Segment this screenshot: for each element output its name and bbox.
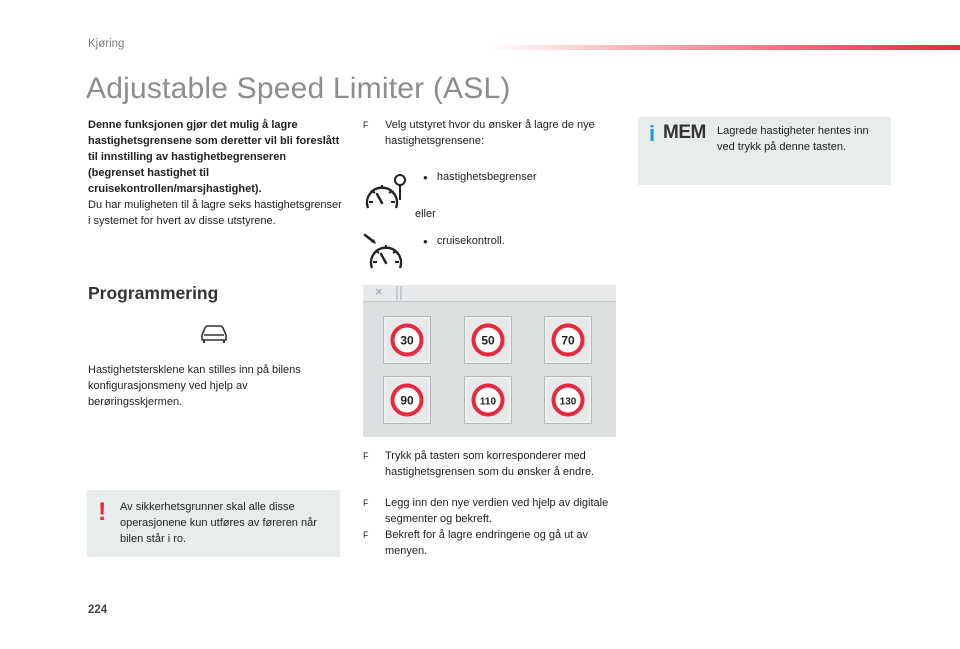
section-label: Kjøring: [88, 38, 125, 50]
step-confirm-text: Bekreft for å lagre endringene og gå ut av menyen.: [385, 529, 589, 557]
step-confirm: [363, 527, 625, 559]
info-icon: i: [649, 121, 656, 146]
speed-limit-sign-icon: [551, 323, 585, 357]
step-select-text: Velg utstyret hvor du ønsker å lagre de nye hastighetsgrensene:: [385, 119, 595, 147]
speed-limit-value: 30: [400, 333, 414, 348]
speed-limit-button[interactable]: [464, 316, 512, 364]
tab-separator: [396, 286, 398, 300]
option-dot: ●: [423, 237, 428, 246]
speed-limit-sign-icon: [471, 323, 505, 357]
cruise-control-icon: [363, 232, 409, 272]
option-limiter-text: hastighetsbegrenser: [436, 171, 537, 183]
speed-limit-value: 70: [561, 333, 575, 348]
intro-normal-text: Du har muligheten til å lagre seks hastighetsgrenser i systemet for hvert av disse utstyrene.: [88, 199, 342, 227]
speed-limit-sign-icon: [471, 383, 505, 417]
page-number: 224: [88, 604, 108, 616]
info-text: Lagrede hastigheter hentes inn ved trykk på denne tasten.: [717, 125, 869, 153]
close-icon[interactable]: ×: [375, 284, 383, 299]
bullet-mark: F: [363, 498, 369, 508]
bullet-mark: F: [363, 451, 369, 461]
info-box: [638, 117, 891, 185]
option-limiter: [423, 169, 537, 186]
bullet-mark: F: [363, 530, 369, 540]
tab-separator: [400, 286, 402, 300]
speed-limit-sign-icon: [390, 323, 424, 357]
page-title: Adjustable Speed Limiter (ASL): [86, 72, 511, 105]
speed-limit-button[interactable]: [383, 316, 431, 364]
programming-heading: Programmering: [88, 283, 219, 303]
speed-limit-value: 50: [481, 333, 495, 348]
mem-button-label: MEM: [663, 122, 706, 143]
intro-bold-text: Denne funksjonen gjør det mulig å lagre hastighetsgrensene som deretter vil bli foreslått til innstilling av hastighetbegrenseren (begrenset hastighet til cruisekontrollen/marsjhastighet).: [88, 119, 340, 195]
option-dot: ●: [423, 173, 428, 182]
touchscreen-illustration: [363, 285, 616, 437]
programming-text: Hastighetstersklene kan stilles inn på bilens konfigurasjonsmeny ved hjelp av berøringsskjermen.: [88, 364, 301, 408]
speed-limiter-icon: [363, 172, 409, 216]
speed-limit-sign-icon: [551, 383, 585, 417]
speed-limit-value: 110: [479, 396, 497, 408]
speed-limit-value: 90: [400, 393, 414, 408]
option-cruise: [423, 233, 505, 250]
step-press: [363, 448, 637, 480]
screen-top-bar: [363, 285, 616, 302]
step-select: [363, 117, 617, 149]
speed-limit-value: 130: [559, 396, 577, 408]
speed-limit-button[interactable]: [544, 376, 592, 424]
warning-icon: !: [98, 498, 107, 526]
step-enter-text: Legg inn den nye verdien ved hjelp av digitale segmenter og bekreft.: [385, 497, 609, 525]
speed-limit-sign-icon: [390, 383, 424, 417]
speed-limit-button[interactable]: [383, 376, 431, 424]
or-text: eller: [415, 208, 436, 220]
header-accent-bar: [490, 45, 960, 50]
speed-limit-button[interactable]: [544, 316, 592, 364]
warning-box: [87, 490, 340, 557]
speed-limit-button[interactable]: [464, 376, 512, 424]
intro-text: [88, 117, 343, 229]
option-cruise-text: cruisekontroll.: [436, 235, 505, 247]
bullet-mark: F: [363, 120, 369, 130]
step-press-text: Trykk på tasten som korresponderer med hastighetsgrensen som du ønsker å endre.: [385, 450, 595, 478]
warning-text: Av sikkerhetsgrunner skal alle disse operasjonene kun utføres av føreren når bilen står i ro.: [120, 501, 317, 545]
car-icon: [199, 323, 229, 345]
step-enter: [363, 495, 625, 527]
